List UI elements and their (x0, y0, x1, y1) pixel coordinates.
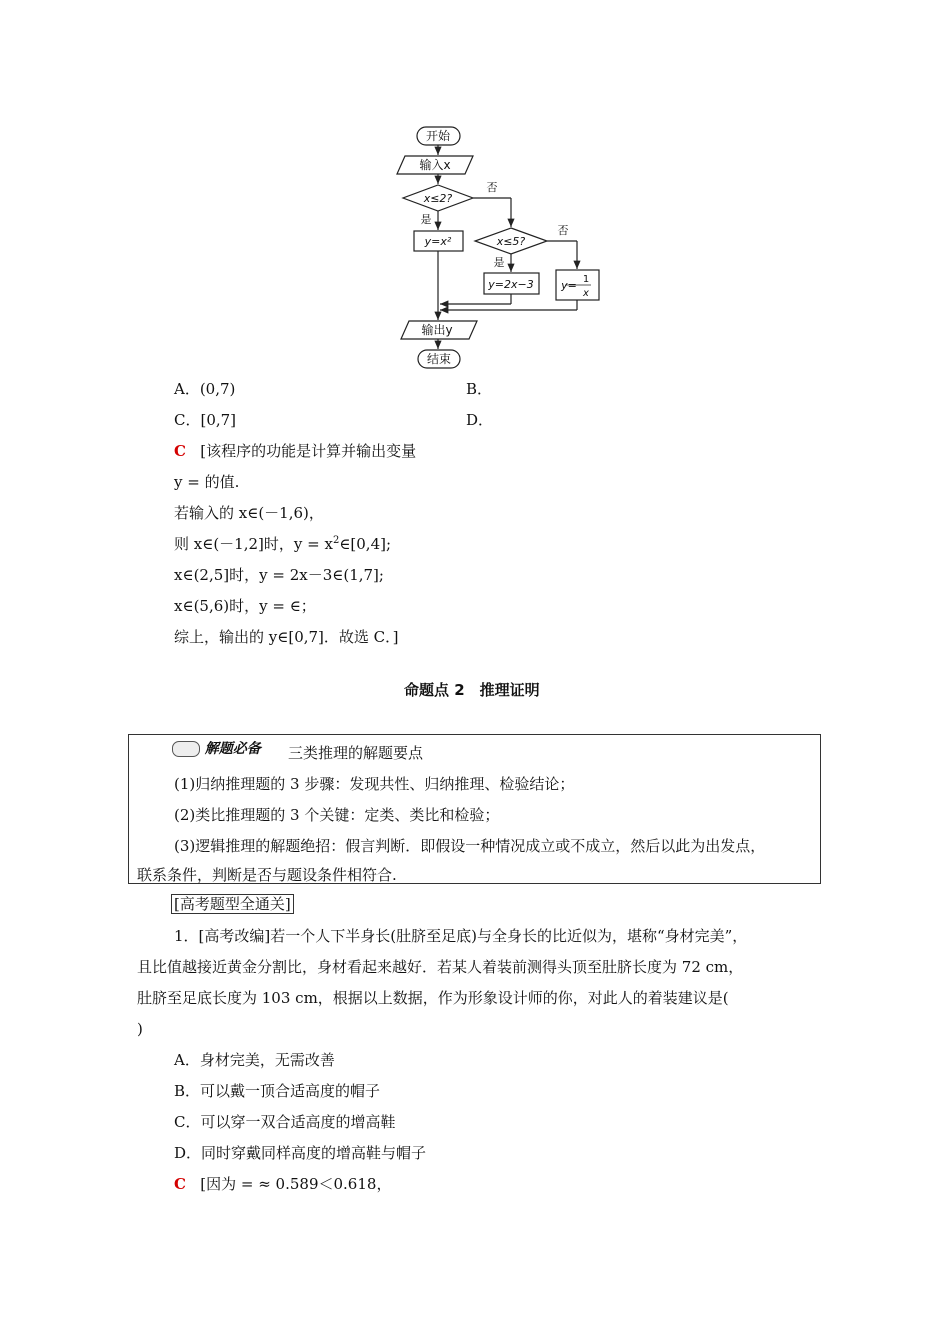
flow-yes2-label: 是 (493, 256, 505, 269)
answer1-line6: x∈(5,6)时，y = ∈； (174, 597, 316, 615)
exam-tag (171, 894, 294, 914)
flow-assign2-label: y=2x−3 (488, 278, 534, 291)
tips-item-1: (1)归纳推理题的 3 步骤：发现共性、归纳推理、检验结论； (174, 775, 575, 793)
flow-no1-label: 否 (486, 181, 498, 194)
tips-badge (172, 738, 261, 759)
section-title: 命题点 2 推理证明 (404, 681, 540, 699)
option-d: D． (466, 411, 494, 429)
answer1-line4-sup: 2 (332, 535, 340, 546)
flow-assign3-den: x (583, 288, 589, 299)
answer2-line (174, 1174, 391, 1194)
question1-option-a: A．身材完美，无需改善 (174, 1051, 335, 1069)
answer1-line7: 综上，输出的 y∈[0,7]．故选 C．] (174, 628, 399, 646)
tips-badge-label: 解题必备 (204, 741, 261, 757)
option-c: C．[0,7] (174, 411, 237, 429)
flowchart (0, 0, 950, 380)
answer1-line2: y = 的值. (174, 473, 240, 491)
option-a: A．(0,7) (174, 380, 236, 398)
answer1-line4-a: 则 x∈(－1,2]时，y = x (174, 535, 333, 553)
answer1-letter: C (174, 442, 186, 460)
flow-cond2-label: x≤5? (496, 235, 526, 248)
flow-yes1-label: 是 (420, 213, 432, 226)
answer1-line5: x∈(2,5]时，y = 2x－3∈(1,7]; (174, 566, 384, 584)
answer1-line1 (174, 441, 416, 461)
flow-start-label: 开始 (425, 129, 451, 143)
tips-title: 三类推理的解题要点 (288, 744, 424, 762)
answer2-letter: C (174, 1175, 186, 1193)
answer1-line4-b: ∈[0,4]; (339, 535, 392, 553)
flow-no2-label: 否 (557, 224, 569, 237)
answer2-text: [因为 = ≈ 0.589＜0.618， (200, 1175, 392, 1193)
question1-line2: 且比值越接近黄金分割比，身材看起来越好．若某人着装前测得头顶至肚脐长度为 72 cm， (137, 958, 744, 976)
answer1-text1: [该程序的功能是计算并输出变量 (200, 442, 417, 460)
answer1-line4 (174, 534, 391, 554)
tips-item-3a: (3)逻辑推理的解题绝招：假言判断．即假设一种情况成立或不成立，然后以此为出发点， (174, 837, 766, 855)
hand-icon (172, 741, 200, 757)
question1-option-b: B．可以戴一顶合适高度的帽子 (174, 1082, 381, 1100)
flow-assign1-label: y=x² (424, 235, 452, 248)
flow-output-label: 输出y (421, 323, 453, 337)
tips-item-3b: 联系条件，判断是否与题设条件相符合. (137, 866, 397, 884)
exam-tag-label: [高考题型全通关] (171, 894, 294, 914)
flow-input-label: 输入x (419, 158, 451, 172)
question1-line4: ) (137, 1020, 143, 1038)
flow-cond1-label: x≤2? (423, 192, 453, 205)
tips-item-2: (2)类比推理题的 3 个关键：定类、类比和检验； (174, 806, 500, 824)
question1-option-c: C．可以穿一双合适高度的增高鞋 (174, 1113, 396, 1131)
question1-line3: 肚脐至足底长度为 103 cm，根据以上数据，作为形象设计师的你，对此人的着装建议是( (137, 989, 729, 1007)
option-b: B． (466, 380, 493, 398)
answer1-line3: 若输入的 x∈(－1,6)， (174, 504, 324, 522)
flow-assign3-lhs: y= (561, 279, 577, 292)
question1-option-d: D．同时穿戴同样高度的增高鞋与帽子 (174, 1144, 427, 1162)
question1-line1: 1．[高考改编]若一个人下半身长(肚脐至足底)与全身长的比近似为，堪称“身材完美”， (174, 927, 748, 945)
flow-assign3-num: 1 (582, 274, 590, 285)
flow-end-label: 结束 (426, 352, 452, 366)
